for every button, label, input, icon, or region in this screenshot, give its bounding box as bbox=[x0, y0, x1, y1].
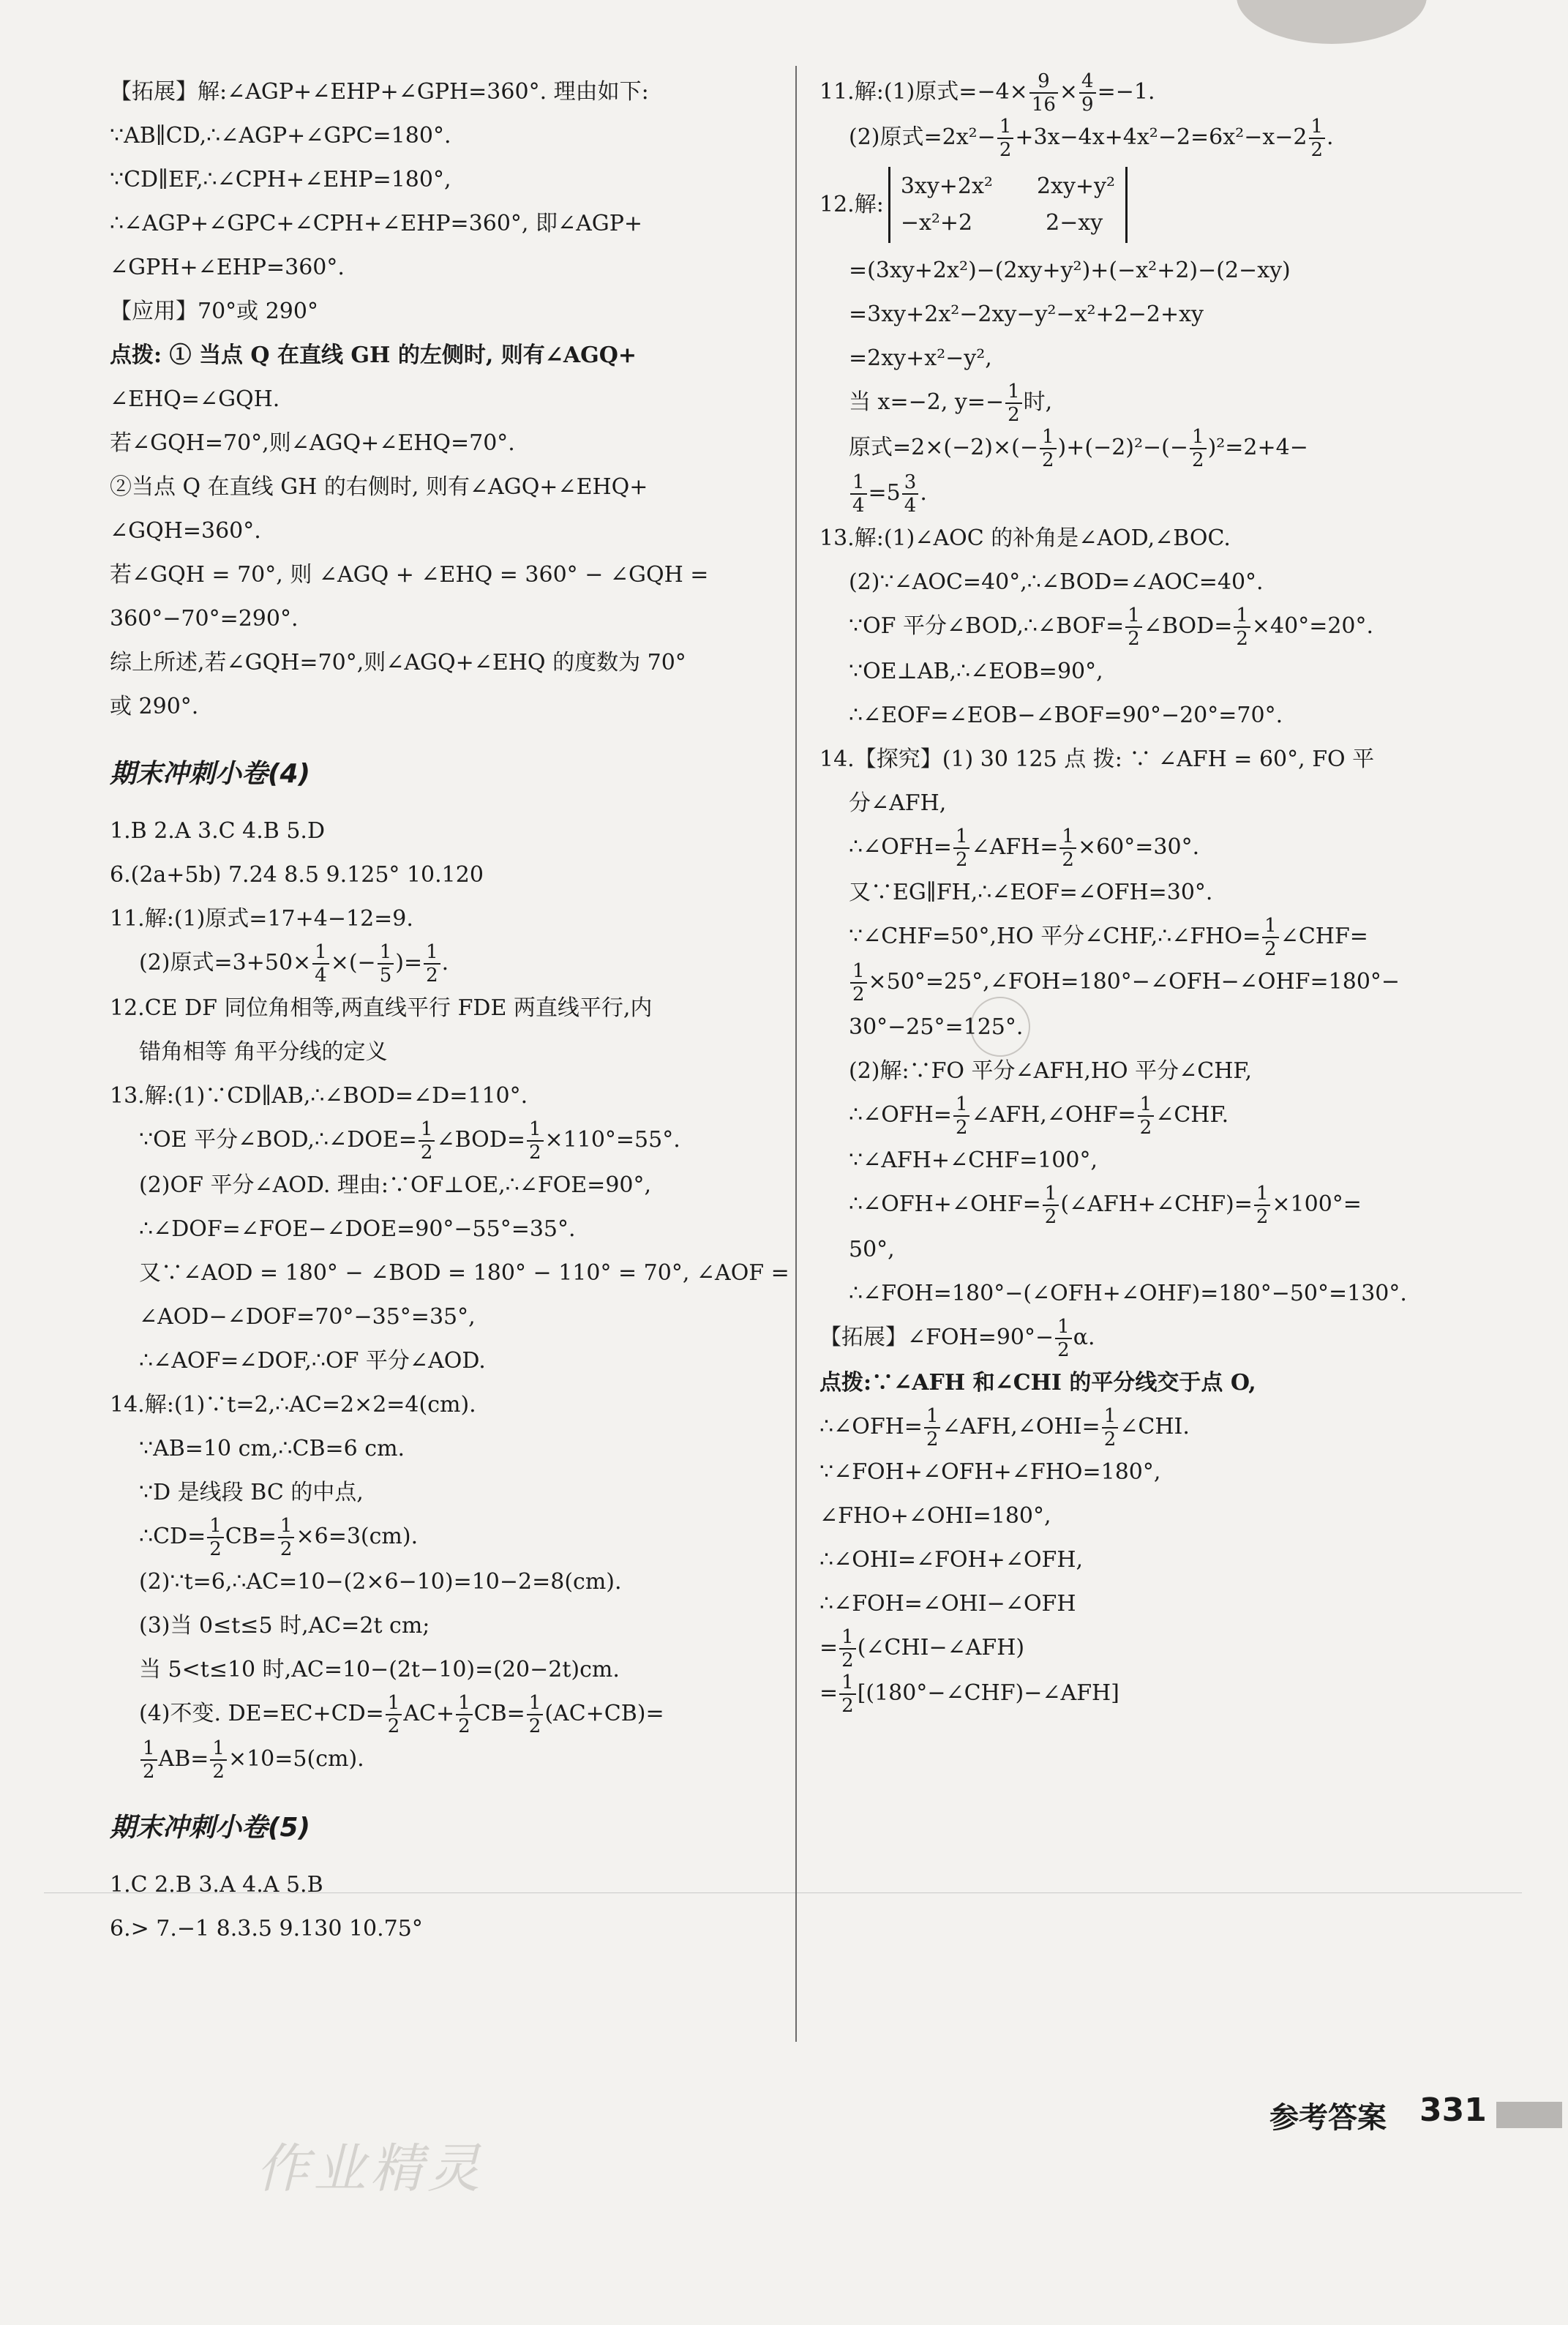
text-line: 当 5<t≤10 时,AC=10−(2t−10)=(20−2t)cm. bbox=[139, 1657, 620, 1682]
text-line: 错角相等 角平分线的定义 bbox=[139, 1039, 388, 1065]
fraction: $\frac{1}{2}$ bbox=[1254, 1183, 1271, 1228]
text-span: 【拓展】∠FOH=90°− bbox=[819, 1325, 1054, 1350]
text-line bbox=[819, 70, 1500, 116]
fraction: $\frac{1}{2}$ bbox=[997, 116, 1014, 161]
fraction: $\frac{1}{2}$ bbox=[839, 1626, 856, 1671]
text-line: ②当点 Q 在直线 GH 的右侧时, 则有∠AGQ+∠EHQ+ bbox=[110, 474, 648, 500]
text-line: ∠AOD−∠DOF=70°−35°=35°, bbox=[139, 1304, 476, 1330]
fraction: $\frac{1}{5}$ bbox=[378, 941, 394, 986]
section-heading: 期末冲刺小卷(4) bbox=[110, 759, 310, 789]
fraction: $\frac{1}{2}$ bbox=[1055, 1316, 1072, 1361]
footer-label: 参考答案 bbox=[1269, 2101, 1387, 2135]
fraction: $\frac{1}{2}$ bbox=[424, 941, 440, 986]
text-line: 14.【探究】(1) 30 125 点 拨: ∵ ∠AFH = 60°, FO 平 bbox=[819, 746, 1375, 772]
text-line: 又∵∠AOD = 180° − ∠BOD = 180° − 110° = 70°, ∠AOF = bbox=[139, 1260, 789, 1286]
text-span: ∵∠CHF=50°,HO 平分∠CHF,∴∠FHO= bbox=[849, 924, 1261, 949]
text-span: ∵OF 平分∠BOD,∴∠BOF= bbox=[849, 613, 1125, 639]
text-line: ∵∠AFH+∠CHF=100°, bbox=[849, 1147, 1098, 1173]
text-line: 1.C 2.B 3.A 4.A 5.B bbox=[110, 1872, 323, 1898]
fraction: $\frac{1}{2}$ bbox=[924, 1405, 941, 1450]
footer-bar bbox=[1496, 2102, 1562, 2128]
fraction: $\frac{1}{2}$ bbox=[1040, 426, 1057, 471]
fraction: $\frac{1}{2}$ bbox=[1138, 1093, 1155, 1139]
fraction: $\frac{1}{2}$ bbox=[953, 825, 970, 871]
text-line bbox=[819, 960, 1500, 1006]
text-span: +3x−4x+4x²−2=6x²−x−2 bbox=[1015, 124, 1308, 150]
text-line: ∴∠OHI=∠FOH+∠OFH, bbox=[819, 1547, 1084, 1573]
text-span: 时, bbox=[1023, 389, 1053, 415]
text-line bbox=[819, 1626, 1500, 1671]
text-line bbox=[110, 941, 783, 986]
text-span: 原式=2×(−2)×(− bbox=[849, 435, 1038, 460]
text-line: (2)OF 平分∠AOD. 理由:∵OF⊥OE,∴∠FOE=90°, bbox=[139, 1172, 652, 1198]
text-line: 6.> 7.−1 8.3.5 9.130 10.75° bbox=[110, 1916, 423, 1942]
text-span: . bbox=[920, 480, 927, 506]
text-span: CB= bbox=[225, 1524, 277, 1549]
text-span: AC+ bbox=[403, 1701, 455, 1726]
text-line bbox=[819, 825, 1500, 871]
text-span: ∴∠OFH= bbox=[849, 1102, 952, 1128]
fraction: $\frac{9}{16}$ bbox=[1029, 70, 1058, 116]
text-span: ∴∠OFH+∠OHF= bbox=[849, 1191, 1041, 1217]
text-line: ∵D 是线段 BC 的中点, bbox=[139, 1480, 364, 1505]
text-line: ∴∠FOH=180°−(∠OFH+∠OHF)=180°−50°=130°. bbox=[849, 1281, 1407, 1306]
text-line: 又∵EG∥FH,∴∠EOF=∠OFH=30°. bbox=[849, 880, 1213, 905]
fraction: $\frac{1}{2}$ bbox=[207, 1515, 224, 1560]
fraction: $\frac{4}{9}$ bbox=[1079, 70, 1096, 116]
fraction: $\frac{1}{2}$ bbox=[1125, 604, 1142, 650]
text-line: ∴∠EOF=∠EOB−∠BOF=90°−20°=70°. bbox=[849, 703, 1283, 728]
fraction: $\frac{1}{4}$ bbox=[312, 941, 329, 986]
text-span: 当 x=−2, y=− bbox=[849, 389, 1005, 415]
fraction: $\frac{1}{2}$ bbox=[527, 1118, 544, 1164]
text-line: 12.CE DF 同位角相等,两直线平行 FDE 两直线平行,内 bbox=[110, 995, 653, 1021]
text-line bbox=[819, 161, 1500, 249]
text-span: ∴∠OFH= bbox=[849, 834, 952, 860]
text-line: 13.解:(1)∠AOC 的补角是∠AOD,∠BOC. bbox=[819, 525, 1231, 551]
text-line: 【应用】70°或 290° bbox=[110, 299, 318, 324]
corner-decoration bbox=[1237, 0, 1427, 44]
fraction: $\frac{1}{2}$ bbox=[953, 1093, 970, 1139]
text-line: =(3xy+2x²)−(2xy+y²)+(−x²+2)−(2−xy) bbox=[849, 258, 1291, 283]
fraction: $\frac{1}{2}$ bbox=[140, 1737, 157, 1783]
text-line: =2xy+x²−y², bbox=[849, 345, 992, 371]
fraction: $\frac{1}{2}$ bbox=[419, 1118, 435, 1164]
text-line: (3)当 0≤t≤5 时,AC=2t cm; bbox=[139, 1613, 430, 1639]
fraction: $\frac{1}{2}$ bbox=[1043, 1183, 1059, 1228]
text-line: (2)解:∵FO 平分∠AFH,HO 平分∠CHF, bbox=[849, 1058, 1253, 1084]
text-line: ∠FHO+∠OHI=180°, bbox=[819, 1503, 1051, 1529]
text-span: ∠BOD= bbox=[1143, 613, 1233, 639]
column-divider bbox=[795, 66, 797, 2042]
text-span: ×10=5(cm). bbox=[228, 1746, 364, 1772]
text-span: )²=2+4− bbox=[1207, 435, 1308, 460]
fraction: $\frac{1}{2}$ bbox=[1262, 915, 1279, 960]
text-line: 【拓展】解:∠AGP+∠EHP+∠GPH=360°. 理由如下: bbox=[110, 79, 649, 105]
text-span: 12.解: bbox=[819, 192, 884, 217]
fraction: $\frac{1}{2}$ bbox=[1102, 1405, 1119, 1450]
fraction: $\frac{1}{2}$ bbox=[839, 1671, 856, 1717]
text-span: ×40°=20°. bbox=[1251, 613, 1374, 639]
text-span: ∠BOD= bbox=[436, 1127, 525, 1153]
text-line bbox=[819, 1671, 1500, 1717]
page-number: 331 bbox=[1419, 2092, 1487, 2129]
text-line bbox=[819, 116, 1500, 161]
fraction: $\frac{1}{2}$ bbox=[1005, 381, 1022, 426]
text-line bbox=[819, 604, 1500, 650]
text-line bbox=[819, 1316, 1500, 1361]
text-line: 分∠AFH, bbox=[849, 790, 947, 816]
text-span: = bbox=[819, 1635, 839, 1661]
text-line: 综上所述,若∠GQH=70°,则∠AGQ+∠EHQ 的度数为 70° bbox=[110, 650, 686, 675]
text-line: 14.解:(1)∵t=2,∴AC=2×2=4(cm). bbox=[110, 1392, 476, 1418]
text-span: CB= bbox=[473, 1701, 525, 1726]
text-line: =3xy+2x²−2xy−y²−x²+2−2+xy bbox=[849, 302, 1204, 327]
text-span: ∠AFH= bbox=[971, 834, 1059, 860]
fraction: $\frac{1}{2}$ bbox=[1059, 825, 1076, 871]
text-line: ∠EHQ=∠GQH. bbox=[110, 386, 280, 412]
text-span: ∴∠OFH= bbox=[819, 1414, 923, 1439]
text-line: (2)∵t=6,∴AC=10−(2×6−10)=10−2=8(cm). bbox=[139, 1569, 622, 1595]
fraction: $\frac{3}{4}$ bbox=[902, 471, 919, 517]
text-line bbox=[819, 381, 1500, 426]
text-span: AB= bbox=[158, 1746, 209, 1772]
fraction: $\frac{1}{4}$ bbox=[850, 471, 867, 517]
fraction: $\frac{1}{2}$ bbox=[210, 1737, 227, 1783]
right-column bbox=[819, 70, 1500, 1717]
text-line: 6.(2a+5b) 7.24 8.5 9.125° 10.120 bbox=[110, 862, 484, 888]
determinant-row: −x²+2 2−xy bbox=[900, 210, 1103, 236]
text-span: (2)原式=3+50× bbox=[139, 950, 312, 976]
text-span: ×100°= bbox=[1272, 1191, 1362, 1217]
fraction: $\frac{1}{2}$ bbox=[278, 1515, 295, 1560]
text-line: ∵∠FOH+∠OFH+∠FHO=180°, bbox=[819, 1459, 1161, 1485]
text-line: 点拨: ① 当点 Q 在直线 GH 的左侧时, 则有∠AGQ+ bbox=[110, 342, 637, 368]
text-span: ×110°=55°. bbox=[544, 1127, 680, 1153]
text-span: (∠AFH+∠CHF)= bbox=[1060, 1191, 1253, 1217]
text-line bbox=[110, 1737, 783, 1783]
text-line: ∴∠AGP+∠GPC+∠CPH+∠EHP=360°, 即∠AGP+ bbox=[110, 211, 643, 236]
fraction: $\frac{1}{2}$ bbox=[386, 1692, 402, 1737]
text-line: ∵CD∥EF,∴∠CPH+∠EHP=180°, bbox=[110, 167, 451, 192]
text-line bbox=[110, 1692, 783, 1737]
text-span: = bbox=[819, 1680, 839, 1706]
text-line bbox=[819, 471, 1500, 517]
fraction: $\frac{1}{2}$ bbox=[1309, 116, 1326, 161]
determinant-row: 3xy+2x² 2xy+y² bbox=[900, 173, 1116, 199]
text-span: (4)不变. DE=EC+CD= bbox=[139, 1701, 384, 1726]
fraction: $\frac{1}{2}$ bbox=[456, 1692, 473, 1737]
text-span: ∠CHF= bbox=[1280, 924, 1368, 949]
text-line bbox=[819, 426, 1500, 471]
fraction: $\frac{1}{2}$ bbox=[527, 1692, 544, 1737]
text-line: ∴∠FOH=∠OHI−∠OFH bbox=[819, 1591, 1076, 1617]
text-span: α. bbox=[1073, 1325, 1095, 1350]
text-line: ∵AB=10 cm,∴CB=6 cm. bbox=[139, 1436, 405, 1461]
text-span: =5 bbox=[868, 480, 901, 506]
text-line bbox=[819, 1183, 1500, 1228]
text-span: ∠CHI. bbox=[1119, 1414, 1190, 1439]
text-line bbox=[819, 1093, 1500, 1139]
text-line: 360°−70°=290°. bbox=[110, 606, 299, 632]
text-span: ×6=3(cm). bbox=[296, 1524, 419, 1549]
text-line: 若∠GQH = 70°, 则 ∠AGQ + ∠EHQ = 360° − ∠GQH = bbox=[110, 562, 709, 588]
text-line: 30°−25°=125°. bbox=[849, 1014, 1024, 1040]
text-line: ∵OE⊥AB,∴∠EOB=90°, bbox=[849, 659, 1103, 684]
text-line: 1.B 2.A 3.C 4.B 5.D bbox=[110, 818, 326, 844]
text-span: . bbox=[441, 950, 449, 976]
text-span: × bbox=[1059, 79, 1079, 105]
watermark: 作业精灵 bbox=[256, 2138, 485, 2199]
text-span: (AC+CB)= bbox=[544, 1701, 664, 1726]
text-line: ∴∠DOF=∠FOE−∠DOE=90°−55°=35°. bbox=[139, 1216, 576, 1242]
text-line bbox=[110, 1118, 783, 1164]
text-span: ∠CHF. bbox=[1155, 1102, 1229, 1128]
fraction: $\frac{1}{2}$ bbox=[1234, 604, 1250, 650]
text-span: 11.解:(1)原式=−4× bbox=[819, 79, 1028, 105]
text-span: ×(− bbox=[330, 950, 376, 976]
text-span: ∵OE 平分∠BOD,∴∠DOE= bbox=[139, 1127, 417, 1153]
text-span: ∠AFH,∠OHF= bbox=[971, 1102, 1136, 1128]
text-span: ∠AFH,∠OHI= bbox=[942, 1414, 1100, 1439]
text-line: ∠GPH+∠EHP=360°. bbox=[110, 255, 345, 280]
section-heading: 期末冲刺小卷(5) bbox=[110, 1813, 310, 1843]
text-line: (2)∵∠AOC=40°,∴∠BOD=∠AOC=40°. bbox=[849, 569, 1264, 595]
text-line: 13.解:(1)∵CD∥AB,∴∠BOD=∠D=110°. bbox=[110, 1083, 528, 1109]
text-line: 或 290°. bbox=[110, 694, 199, 719]
text-line: ∴∠AOF=∠DOF,∴OF 平分∠AOD. bbox=[139, 1348, 486, 1374]
text-line: 点拨:∵∠AFH 和∠CHI 的平分线交于点 O, bbox=[819, 1370, 1256, 1396]
text-span: )+(−2)²−(− bbox=[1057, 435, 1189, 460]
text-line: 50°, bbox=[849, 1237, 895, 1262]
text-span: =−1. bbox=[1097, 79, 1155, 105]
text-line: ∠GQH=360°. bbox=[110, 518, 261, 544]
fraction: $\frac{1}{2}$ bbox=[1190, 426, 1207, 471]
text-line: 若∠GQH=70°,则∠AGQ+∠EHQ=70°. bbox=[110, 430, 515, 456]
text-span: (∠CHI−∠AFH) bbox=[857, 1635, 1025, 1661]
text-span: ×50°=25°,∠FOH=180°−∠OFH−∠OHF=180°− bbox=[868, 969, 1400, 995]
text-span: ×60°=30°. bbox=[1077, 834, 1200, 860]
text-span: [(180°−∠CHF)−∠AFH] bbox=[857, 1680, 1119, 1706]
text-span: )= bbox=[395, 950, 423, 976]
left-column bbox=[110, 70, 789, 1951]
text-line bbox=[819, 1405, 1500, 1450]
text-line: 11.解:(1)原式=17+4−12=9. bbox=[110, 906, 413, 932]
text-span: . bbox=[1327, 124, 1334, 150]
text-span: (2)原式=2x²− bbox=[849, 124, 996, 150]
text-line bbox=[819, 915, 1500, 960]
determinant bbox=[888, 167, 1128, 243]
text-span: ∴CD= bbox=[139, 1524, 206, 1549]
text-line bbox=[110, 1515, 783, 1560]
fraction: $\frac{1}{2}$ bbox=[850, 960, 867, 1006]
text-line: ∵AB∥CD,∴∠AGP+∠GPC=180°. bbox=[110, 123, 451, 149]
